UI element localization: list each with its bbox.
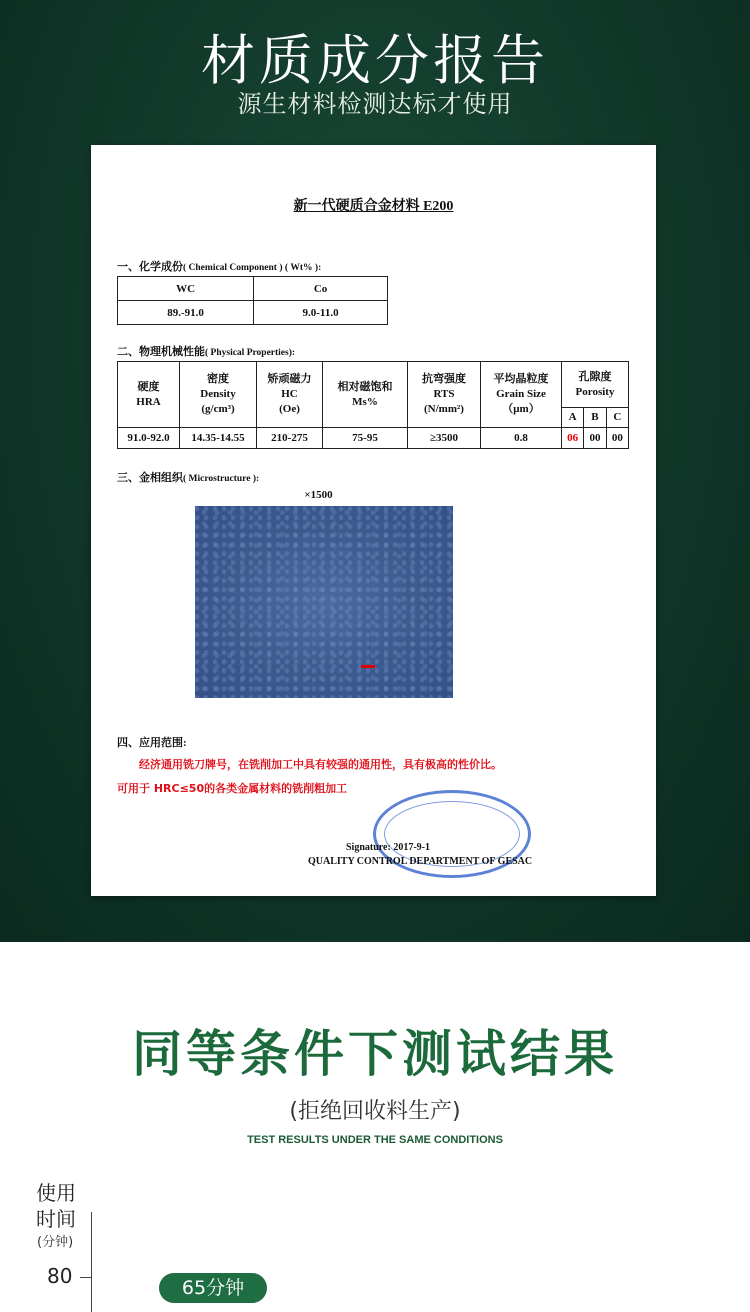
hardness-en: HRA [136, 395, 161, 408]
composition-header: WC [118, 277, 254, 301]
properties-table [117, 361, 629, 449]
density-en: Density [200, 388, 236, 400]
section-chemical-cn: 一、化学成份 [117, 261, 183, 273]
test-results-title: 同等条件下测试结果 [132, 1025, 618, 1083]
composition-value: 9.0-11.0 [254, 301, 388, 325]
porosity-value: 00 [584, 428, 606, 449]
rts-header [408, 362, 481, 428]
porosity-cn: 孔隙度 [578, 370, 612, 383]
section-micro-cn: 三、金相组织 [117, 472, 183, 484]
hardness-cn: 硬度 [137, 380, 160, 393]
section-physical [117, 343, 295, 359]
grain-value: 0.8 [481, 428, 562, 449]
section-application: 四、应用范围: [117, 737, 187, 749]
grain-header [481, 362, 562, 428]
coercivity-header [257, 362, 323, 428]
y-axis-label-line: 使用 [36, 1181, 76, 1205]
density-unit: (g/cm³) [201, 403, 235, 415]
test-results-english: TEST RESULTS UNDER THE SAME CONDITIONS [247, 1134, 503, 1146]
grain-unit: （μm） [502, 403, 540, 415]
rts-cn: 抗弯强度 [422, 373, 466, 385]
grain-cn: 平均晶粒度 [493, 373, 549, 385]
section-physical-en: ( Physical Properties): [205, 348, 296, 358]
section-chemical-en: ( Chemical Component ) ( Wt% ): [183, 263, 322, 273]
banner-subtitle: 源生材料检测达标才使用 [237, 90, 513, 118]
hardness-value: 91.0-92.0 [118, 428, 180, 449]
coercivity-en: HC [281, 388, 298, 400]
banner-title: 材质成分报告 [201, 29, 549, 92]
ms-value: 75-95 [323, 428, 408, 449]
composition-value: 89.-91.0 [118, 301, 254, 325]
ms-header [323, 362, 408, 428]
coercivity-value: 210-275 [257, 428, 323, 449]
porosity-value: 06 [562, 428, 584, 449]
porosity-en: Porosity [575, 385, 615, 398]
density-cn: 密度 [207, 373, 229, 385]
density-header [180, 362, 257, 428]
microstructure-image [195, 506, 453, 698]
hardness-header [118, 362, 180, 428]
coercivity-unit: (Oe) [279, 403, 300, 415]
application-line: 可用于 HRC≤50的各类金属材料的铣削粗加工 [117, 782, 348, 795]
grain-en: Grain Size [496, 388, 546, 400]
ms-cn: 相对磁饱和 [337, 380, 393, 393]
scale-bar [361, 665, 375, 668]
application-line: 经济通用铣刀牌号，在铣削加工中具有较强的通用性，具有极高的性价比。 [139, 758, 502, 771]
porosity-col: B [584, 408, 606, 428]
section-physical-cn: 二、物理机械性能 [117, 346, 205, 358]
porosity-col: A [562, 408, 584, 428]
composition-header: Co [254, 277, 388, 301]
material-report-document [91, 145, 656, 896]
magnification-label: ×1500 [304, 489, 333, 501]
duration-badge: 65分钟 [159, 1273, 267, 1303]
density-value: 14.35-14.55 [180, 428, 257, 449]
quality-dept-label: QUALITY CONTROL DEPARTMENT OF GESAC [308, 856, 533, 867]
porosity-header [562, 362, 629, 408]
y-axis-label [36, 1180, 76, 1232]
section-microstructure [117, 469, 259, 485]
section-micro-en: ( Microstructure ): [183, 474, 260, 484]
y-axis-unit: (分钟) [37, 1235, 74, 1250]
rts-value: ≥3500 [408, 428, 481, 449]
porosity-col: C [606, 408, 628, 428]
coercivity-cn: 矫顽磁力 [267, 373, 312, 385]
y-axis-line [91, 1212, 92, 1312]
rts-en: RTS [433, 388, 455, 400]
rts-unit: (N/mm²) [424, 403, 464, 415]
y-axis-label-line: 时间 [36, 1207, 76, 1231]
section-chemical [117, 258, 321, 274]
ms-en: Ms% [352, 395, 378, 408]
y-axis-tick-label: 80 [47, 1264, 73, 1288]
signature-line: Signature: 2017-9-1 [346, 842, 430, 853]
y-axis-tick [80, 1277, 91, 1278]
porosity-value: 00 [606, 428, 628, 449]
composition-table [117, 276, 388, 325]
test-results-subtitle: (拒绝回收料生产) [289, 1099, 461, 1124]
report-title: 新一代硬质合金材料 E200 [293, 199, 454, 214]
